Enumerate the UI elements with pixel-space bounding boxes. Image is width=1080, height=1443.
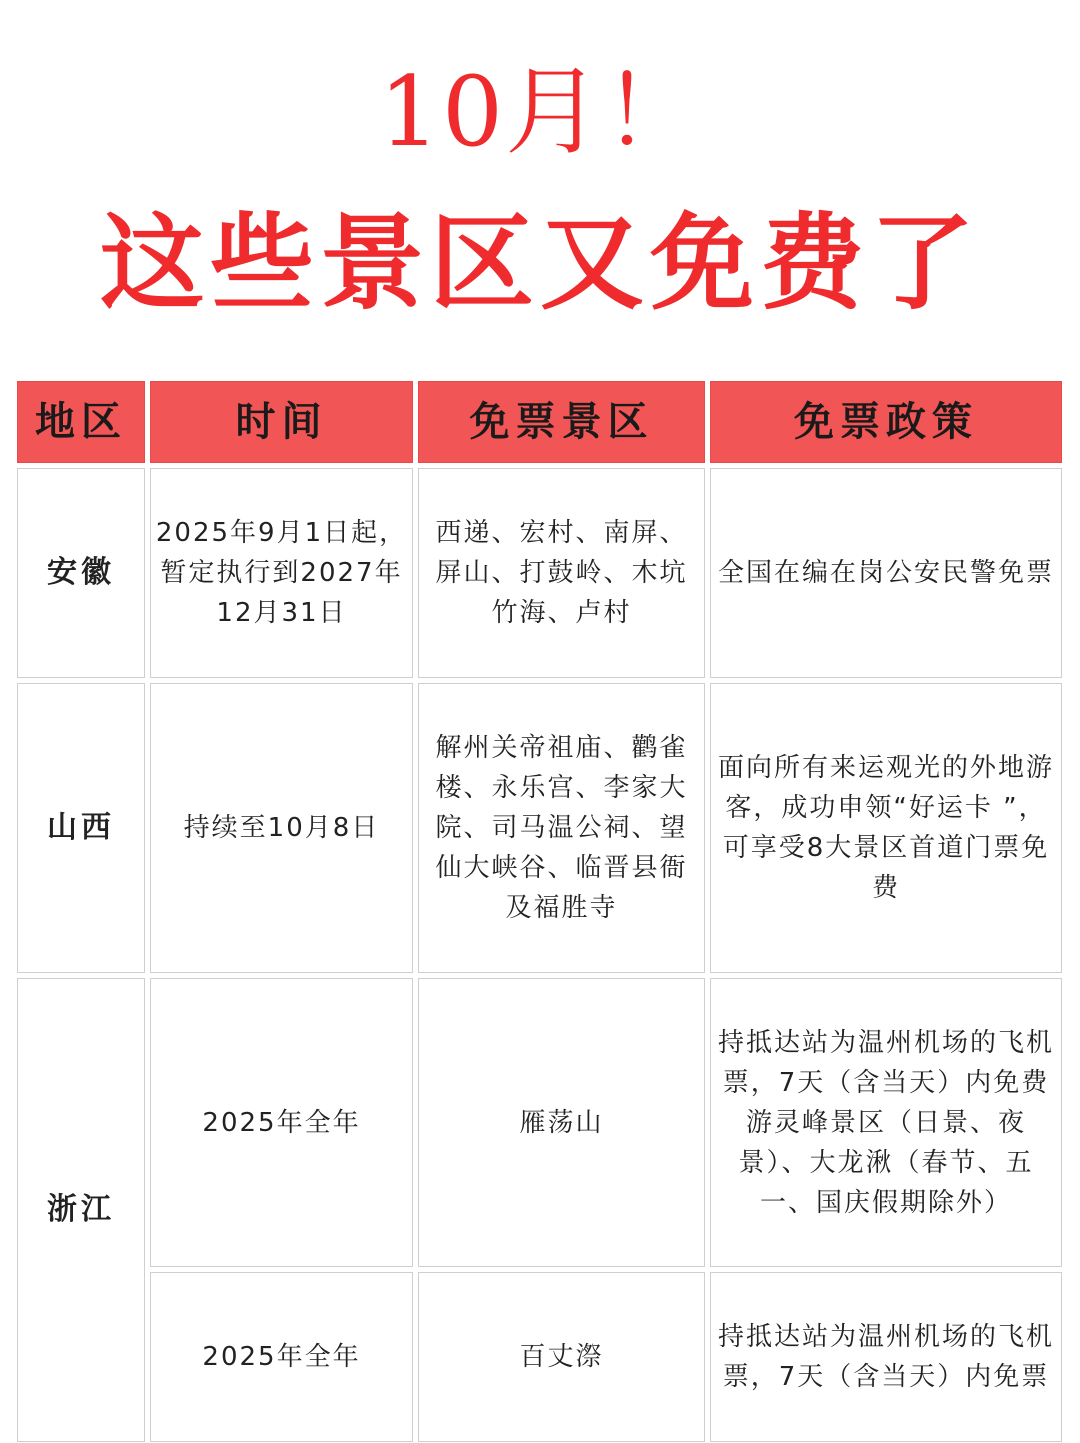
row-anhui-policy: 全国在编在岗公安民警免票 [710,468,1062,678]
header-scenic-spots: 免票景区 [418,381,705,463]
row-zhejiang-baizhangji-scenic: 百丈漈 [418,1272,705,1442]
row-shanxi-time: 持续至10月8日 [150,683,413,973]
row-zhejiang-baizhangji-time: 2025年全年 [150,1272,413,1442]
row-zhejiang-yandang-policy: 持抵达站为温州机场的飞机票，7天（含当天）内免费游灵峰景区（日景、夜景）、大龙湫（春节、五一、国庆假期除外） [710,978,1062,1267]
row-anhui-scenic: 西递、宏村、南屏、屏山、打鼓岭、木坑竹海、卢村 [418,468,705,678]
row-anhui-region: 安徽 [17,468,145,678]
row-anhui-time: 2025年9月1日起，暂定执行到2027年12月31日 [150,468,413,678]
row-zhejiang-yandang-time: 2025年全年 [150,978,413,1267]
row-zhejiang-yandang-scenic: 雁荡山 [418,978,705,1267]
row-shanxi-policy: 面向所有来运观光的外地游客，成功申领“好运卡 ”，可享受8大景区首道门票免费 [710,683,1062,973]
header-time: 时间 [150,381,413,463]
title-line-2: 这些景区又免费了 [99,201,980,324]
row-zhejiang-baizhangji-policy: 持抵达站为温州机场的飞机票，7天（含当天）内免票 [710,1272,1062,1442]
title-line-1: 10月！ [378,56,702,168]
row-zhejiang-region: 浙江 [17,978,145,1442]
row-shanxi-region: 山西 [17,683,145,973]
header-policy: 免票政策 [710,381,1062,463]
header-region: 地区 [17,381,145,463]
row-shanxi-scenic: 解州关帝祖庙、鹳雀楼、永乐宫、李家大院、司马温公祠、望仙大峡谷、临晋县衙及福胜寺 [418,683,705,973]
